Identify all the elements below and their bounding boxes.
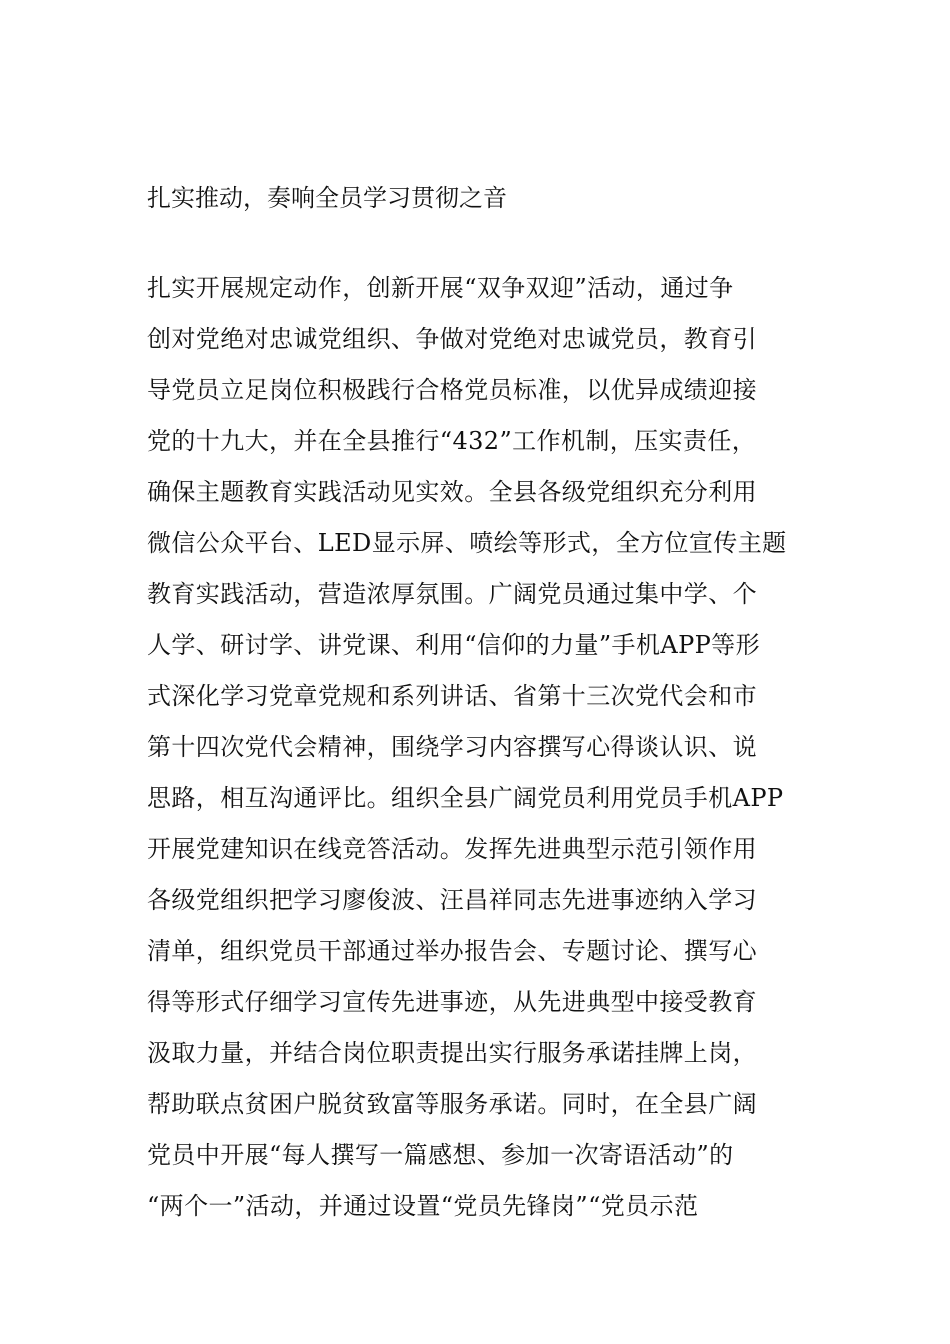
paragraph-line: 各级党组织把学习廖俊波、汪昌祥同志先进事迹纳入学习 <box>147 886 757 914</box>
paragraph-line: 党的十九大，并在全县推行“432”工作机制，压实责任， <box>147 427 757 455</box>
paragraph-line: 微信公众平台、LED显示屏、喷绘等形式，全方位宣传主题 <box>147 529 787 557</box>
paragraph-line: 创对党绝对忠诚党组织、争做对党绝对忠诚党员，教育引 <box>147 325 757 353</box>
paragraph-line: 汲取力量，并结合岗位职责提出实行服务承诺挂牌上岗， <box>147 1039 757 1067</box>
paragraph-line: 清单，组织党员干部通过举办报告会、专题讨论、撰写心 <box>147 937 757 965</box>
paragraph-line: 得等形式仔细学习宣传先进事迹，从先进典型中接受教育 <box>147 988 757 1016</box>
paragraph-line: 党员中开展“每人撰写一篇感想、参加一次寄语活动”的 <box>147 1141 734 1169</box>
paragraph-line: 开展党建知识在线竞答活动。发挥先进典型示范引领作用 <box>147 835 757 863</box>
paragraph-line: 帮助联点贫困户脱贫致富等服务承诺。同时，在全县广阔 <box>147 1090 757 1118</box>
section-heading: 扎实推动，奏响全员学习贯彻之音 <box>147 184 507 212</box>
paragraph-line: 确保主题教育实践活动见实效。全县各级党组织充分利用 <box>147 478 757 506</box>
paragraph-line: “两个一”活动，并通过设置“党员先锋岗”“党员示范 <box>147 1192 699 1220</box>
paragraph-line: 扎实开展规定动作，创新开展“双争双迎”活动，通过争 <box>147 274 734 302</box>
body-paragraph <box>147 263 827 1232</box>
paragraph-line: 思路，相互沟通评比。组织全县广阔党员利用党员手机APP <box>147 784 784 812</box>
paragraph-line: 式深化学习党章党规和系列讲话、省第十三次党代会和市 <box>147 682 757 710</box>
paragraph-line: 教育实践活动，营造浓厚氛围。广阔党员通过集中学、个 <box>147 580 757 608</box>
paragraph-line: 导党员立足岗位积极践行合格党员标准，以优异成绩迎接 <box>147 376 757 404</box>
paragraph-line: 第十四次党代会精神，围绕学习内容撰写心得谈认识、说 <box>147 733 757 761</box>
paragraph-line: 人学、研讨学、讲党课、利用“信仰的力量”手机APP等形 <box>147 631 760 659</box>
